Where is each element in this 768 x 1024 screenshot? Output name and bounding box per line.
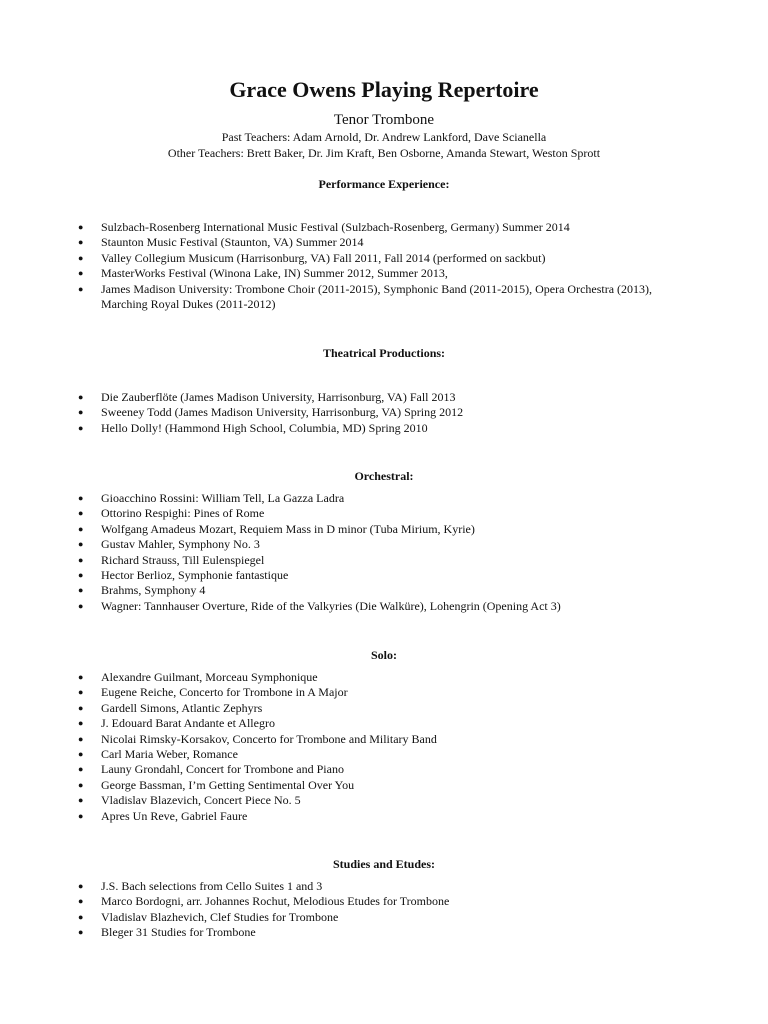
section-heading-studies: Studies and Etudes:	[332, 857, 436, 871]
list-item	[0, 266, 768, 281]
list-item-text: Bleger 31 Studies for Trombone	[101, 925, 256, 940]
bullet-icon: ●	[78, 718, 84, 729]
list-item-text: Gardell Simons, Atlantic Zephyrs	[101, 700, 263, 715]
bullet-icon: ●	[78, 493, 84, 503]
bullet-icon: ●	[78, 881, 84, 891]
list-item	[0, 220, 768, 235]
list-item	[0, 251, 768, 266]
list-item-text: J.S. Bach selections from Cello Suites 1 and 3	[101, 879, 323, 893]
list-item-text: Launy Grondahl, Concert for Trombone and Piano	[101, 762, 344, 777]
bullet-icon: ●	[78, 672, 84, 682]
list-item	[0, 809, 768, 824]
list-item-text: George Bassman, I’m Getting Sentimental Over You	[101, 777, 355, 792]
list-item	[0, 778, 768, 793]
list-item	[0, 421, 768, 436]
bullet-icon: ●	[78, 222, 84, 232]
section-heading-orchestral: Orchestral:	[354, 469, 414, 483]
list-item-text: Staunton Music Festival (Staunton, VA) Summer 2014	[101, 235, 364, 250]
list-item	[0, 506, 768, 521]
bullet-icon: ●	[78, 795, 84, 806]
bullet-icon: ●	[78, 392, 84, 402]
bullet-icon: ●	[78, 539, 84, 550]
list-item-text: Marco Bordogni, arr. Johannes Rochut, Melodious Etudes for Trombone	[101, 894, 450, 909]
bullet-icon: ●	[78, 702, 84, 713]
bullet-icon: ●	[78, 810, 84, 821]
list-item	[0, 491, 768, 506]
bullet-icon: ●	[78, 407, 84, 418]
list-item-text: Wolfgang Amadeus Mozart, Requiem Mass in D minor (Tuba Mirium, Kyrie)	[101, 521, 475, 536]
list-item-text: James Madison University: Trombone Choir (2011-2015), Symphonic Band (2011-2015), Opera Orchestra (2013), Marching Royal Dukes (2011-2012)	[101, 281, 653, 312]
list-item	[0, 685, 768, 700]
bullet-icon: ●	[78, 554, 84, 565]
list-item-text: J. Edouard Barat Andante et Allegro	[101, 716, 275, 731]
bullet-icon: ●	[78, 779, 84, 790]
list-item	[0, 583, 768, 598]
other-teachers: Other Teachers: Brett Baker, Dr. Jim Kraft, Ben Osborne, Amanda Stewart, Weston Sprott	[167, 146, 601, 160]
list-item-text: MasterWorks Festival (Winona Lake, IN) Summer 2012, Summer 2013,	[101, 266, 448, 281]
bullet-icon: ●	[78, 570, 84, 581]
performance-list	[0, 220, 768, 312]
studies-list	[0, 879, 768, 941]
bullet-icon: ●	[78, 508, 84, 519]
bullet-icon: ●	[78, 283, 84, 294]
list-item-text: Alexandre Guilmant, Morceau Symphonique	[101, 670, 318, 684]
theatrical-list	[0, 390, 768, 436]
list-item	[0, 390, 768, 405]
section-heading-performance: Performance Experience:	[318, 177, 450, 191]
list-item-text: Wagner: Tannhauser Overture, Ride of the Valkyries (Die Walküre), Lohengrin (Opening Act 3)	[101, 598, 561, 613]
list-item-text: Gustav Mahler, Symphony No. 3	[101, 537, 260, 552]
list-item	[0, 405, 768, 420]
list-item-text: Hello Dolly! (Hammond High School, Columbia, MD) Spring 2010	[101, 420, 428, 435]
list-item-text: Apres Un Reve, Gabriel Faure	[101, 808, 248, 823]
list-item-text: Eugene Reiche, Concerto for Trombone in A Major	[101, 685, 348, 700]
list-item	[0, 537, 768, 552]
list-item-text: Sulzbach-Rosenberg International Music Festival (Sulzbach-Rosenberg, Germany) Summer 2014	[101, 220, 570, 234]
bullet-icon: ●	[78, 733, 84, 744]
list-item-text: Hector Berlioz, Symphonie fantastique	[101, 568, 289, 583]
list-item	[0, 522, 768, 537]
past-teachers: Past Teachers: Adam Arnold, Dr. Andrew Lankford, Dave Scianella	[221, 130, 547, 144]
list-item	[0, 732, 768, 747]
list-item	[0, 599, 768, 614]
list-item-text: Vladislav Blazhevich, Clef Studies for Trombone	[101, 909, 339, 924]
list-item	[0, 235, 768, 250]
list-item	[0, 716, 768, 731]
section-heading-theatrical: Theatrical Productions:	[322, 346, 446, 360]
section-heading-solo: Solo:	[370, 648, 397, 662]
list-item-text: Gioacchino Rossini: William Tell, La Gazza Ladra	[101, 491, 345, 505]
list-item	[0, 879, 768, 894]
list-item	[0, 762, 768, 777]
orchestral-list	[0, 491, 768, 614]
bullet-icon: ●	[78, 523, 84, 534]
list-item-text: Valley Collegium Musicum (Harrisonburg, VA) Fall 2011, Fall 2014 (performed on sackbut)	[101, 250, 546, 265]
list-item	[0, 747, 768, 762]
list-item	[0, 894, 768, 909]
list-item-text: Nicolai Rimsky-Korsakov, Concerto for Trombone and Military Band	[101, 731, 437, 746]
list-item-text: Richard Strauss, Till Eulenspiegel	[101, 552, 265, 567]
bullet-icon: ●	[78, 422, 84, 433]
bullet-icon: ●	[78, 896, 84, 907]
bullet-icon: ●	[78, 585, 84, 596]
list-item	[0, 568, 768, 583]
list-item	[0, 670, 768, 685]
list-item	[0, 793, 768, 808]
list-item	[0, 910, 768, 925]
list-item-text: Carl Maria Weber, Romance	[101, 747, 238, 762]
list-item-text: Brahms, Symphony 4	[101, 583, 206, 598]
bullet-icon: ●	[78, 252, 84, 263]
bullet-icon: ●	[78, 911, 84, 922]
bullet-icon: ●	[78, 237, 84, 248]
list-item	[0, 701, 768, 716]
list-item	[0, 282, 768, 313]
list-item-text: Vladislav Blazevich, Concert Piece No. 5	[101, 793, 301, 808]
list-item-text: Ottorino Respighi: Pines of Rome	[101, 506, 265, 521]
list-item	[0, 553, 768, 568]
bullet-icon: ●	[78, 764, 84, 775]
bullet-icon: ●	[78, 749, 84, 760]
bullet-icon: ●	[78, 927, 84, 938]
list-item	[0, 925, 768, 940]
solo-list	[0, 670, 768, 824]
bullet-icon: ●	[78, 687, 84, 698]
list-item-text: Sweeney Todd (James Madison University, Harrisonburg, VA) Spring 2012	[101, 405, 464, 420]
list-item-text: Die Zauberflöte (James Madison University, Harrisonburg, VA) Fall 2013	[101, 390, 456, 404]
bullet-icon: ●	[78, 600, 84, 611]
instrument-subtitle: Tenor Trombone	[333, 112, 435, 128]
page-title: Grace Owens Playing Repertoire	[229, 77, 539, 102]
bullet-icon: ●	[78, 268, 84, 279]
